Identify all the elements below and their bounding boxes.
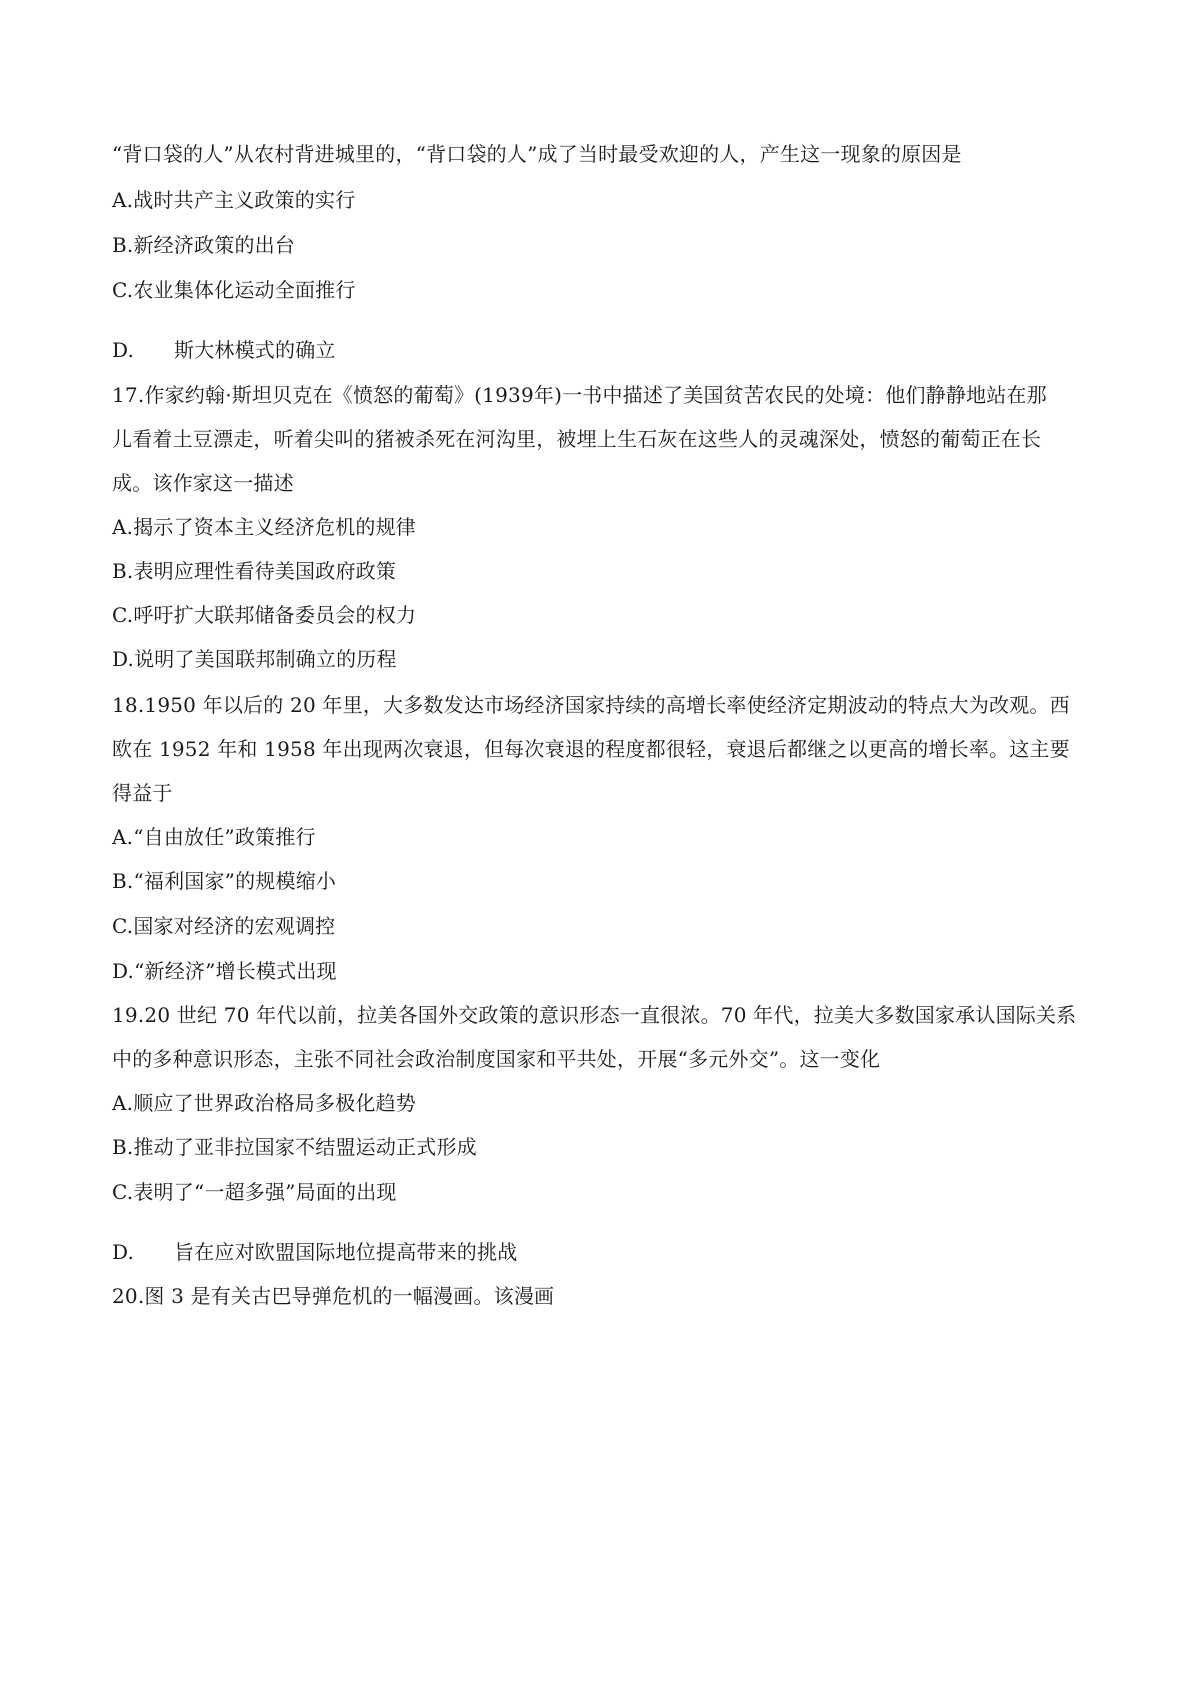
q18-option-c: C.国家对经济的宏观调控 — [112, 914, 336, 938]
q18-option-b: B.“福利国家”的规模缩小 — [112, 869, 337, 893]
q17-option-d: D.说明了美国联邦制确立的历程 — [112, 647, 397, 671]
q17-option-b: B.表明应理性看待美国政府政策 — [112, 559, 397, 583]
q19-option-d-label: D. — [112, 1240, 135, 1264]
q17-option-a: A.揭示了资本主义经济危机的规律 — [112, 515, 417, 539]
q16-option-a: A.战时共产主义政策的实行 — [112, 188, 356, 212]
q16-option-d-label: D. — [112, 338, 135, 362]
q19-option-a: A.顺应了世界政治格局多极化趋势 — [112, 1091, 417, 1115]
q17-option-c: C.呼吁扩大联邦储备委员会的权力 — [112, 603, 417, 627]
q19-option-c: C.表明了“一超多强”局面的出现 — [112, 1180, 397, 1204]
q20-stem: 20.图 3 是有关古巴导弹危机的一幅漫画。该漫画 — [112, 1284, 555, 1308]
q19-stem-line-1: 19.20 世纪 70 年代以前，拉美各国外交政策的意识形态一直很浓。70 年代，拉美大多数国家承认国际关系 — [112, 1003, 1077, 1027]
q16-option-d-text: 斯大林模式的确立 — [174, 338, 336, 362]
q19-option-d-text: 旨在应对欧盟国际地位提高带来的挑战 — [174, 1240, 518, 1264]
q17-stem-line-1: 17.作家约翰·斯坦贝克在《愤怒的葡萄》(1939年)一书中描述了美国贫苦农民的处境：他们静静地站在那 — [112, 383, 1047, 407]
q18-stem-line-2: 欧在 1952 年和 1958 年出现两次衰退，但每次衰退的程度都很轻，衰退后都继之以更高的增长率。这主要 — [112, 737, 1070, 761]
q18-stem-line-1: 18.1950 年以后的 20 年里，大多数发达市场经济国家持续的高增长率使经济定期波动的特点大为改观。西 — [112, 693, 1070, 717]
q16-option-d — [112, 336, 336, 364]
q16-option-c: C.农业集体化运动全面推行 — [112, 278, 356, 302]
q17-stem-line-2: 儿看着土豆漂走，听着尖叫的猪被杀死在河沟里，被埋上生石灰在这些人的灵魂深处，愤怒的葡萄正在长 — [112, 427, 1042, 451]
q17-stem-line-3: 成。该作家这一描述 — [112, 471, 294, 495]
q18-stem-line-3: 得益于 — [112, 781, 173, 805]
q16-option-b: B.新经济政策的出台 — [112, 233, 296, 257]
q19-option-b: B.推动了亚非拉国家不结盟运动正式形成 — [112, 1135, 477, 1159]
q19-stem-line-2: 中的多种意识形态，主张不同社会政治制度国家和平共处，开展“多元外交”。这一变化 — [112, 1047, 881, 1071]
q18-option-a: A.“自由放任”政策推行 — [112, 825, 316, 849]
q16-stem: “背口袋的人”从农村背进城里的，“背口袋的人”成了当时最受欢迎的人，产生这一现象的原因是 — [112, 142, 962, 166]
q19-option-d — [112, 1238, 517, 1266]
q18-option-d: D.“新经济”增长模式出现 — [112, 959, 337, 983]
